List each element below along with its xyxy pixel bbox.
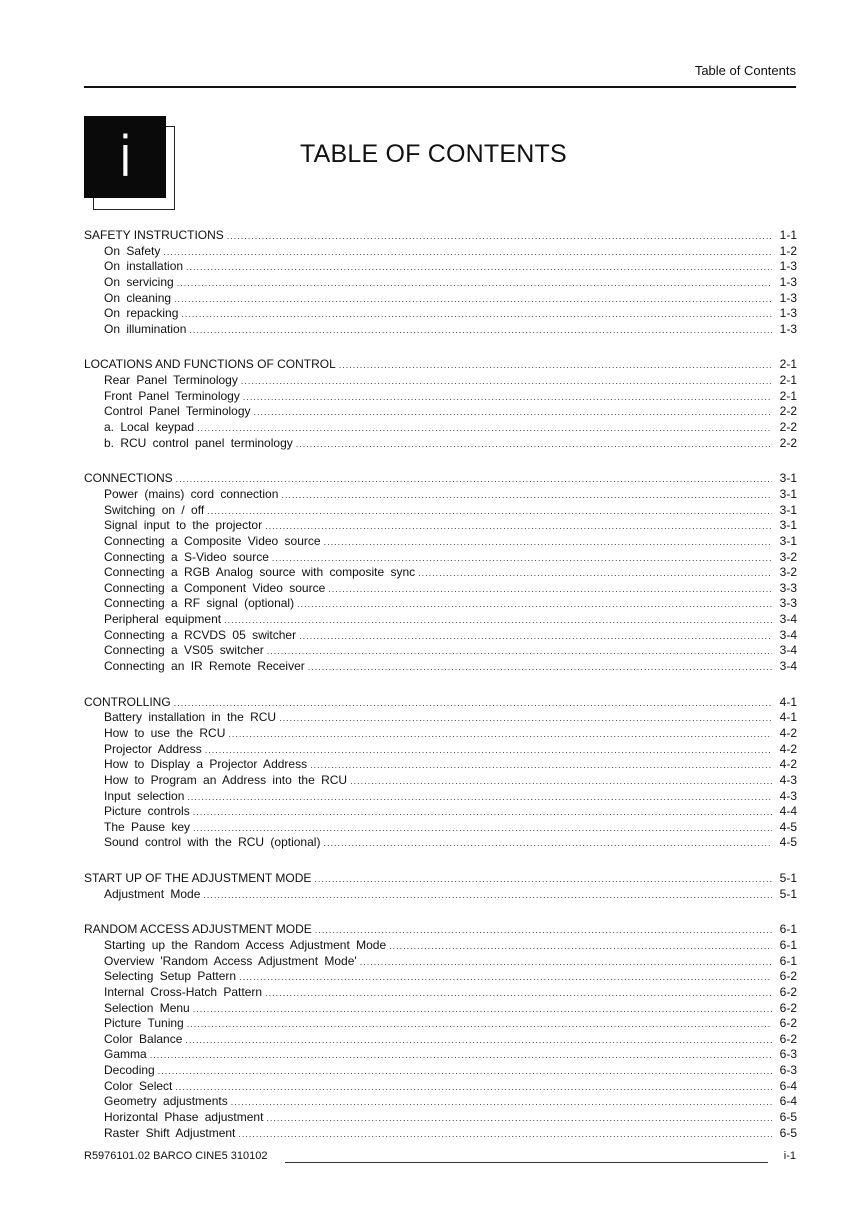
toc-entry-label: Color Balance	[104, 1031, 183, 1046]
toc-entry-page: 3-3	[779, 596, 797, 611]
toc-entry-page: 1-3	[779, 274, 797, 289]
footer-rule	[285, 1162, 768, 1163]
toc-entry-label: Power (mains) cord connection	[104, 486, 279, 501]
toc-entry-page: 2-1	[779, 373, 797, 388]
toc-section-heading-label: CONNECTIONS	[84, 471, 173, 486]
toc-entry-page: 4-3	[779, 772, 797, 787]
toc-list	[84, 228, 797, 1161]
toc-section	[84, 695, 797, 851]
toc-entry-page: 6-5	[779, 1110, 797, 1125]
toc-section-heading-label: START UP OF THE ADJUSTMENT MODE	[84, 871, 312, 886]
toc-entry[interactable]	[84, 1079, 797, 1095]
toc-section-heading-label: RANDOM ACCESS ADJUSTMENT MODE	[84, 922, 312, 937]
toc-entry[interactable]	[84, 518, 797, 534]
toc-entry-label: Connecting an IR Remote Receiver	[104, 659, 305, 674]
toc-entry[interactable]	[84, 1047, 797, 1063]
toc-entry-page: 6-2	[779, 984, 797, 999]
toc-entry-page: 6-2	[779, 1031, 797, 1046]
dot-leader	[150, 1048, 772, 1064]
toc-entry[interactable]	[84, 1016, 797, 1032]
running-header-title: Table of Contents	[694, 63, 796, 78]
toc-section-heading-page: 3-1	[779, 471, 797, 486]
toc-section	[84, 922, 797, 1141]
toc-entry-page: 3-1	[779, 533, 797, 548]
toc-entry-page: 2-2	[779, 404, 797, 419]
toc-entry-label: Picture Tuning	[104, 1016, 184, 1031]
toc-entry-page: 4-2	[779, 741, 797, 756]
toc-section-heading-page: 2-1	[779, 357, 797, 372]
dot-leader	[265, 519, 772, 535]
dot-leader	[197, 421, 772, 437]
toc-entry[interactable]	[84, 259, 797, 275]
toc-entry-page: 4-5	[779, 835, 797, 850]
toc-entry[interactable]	[84, 1126, 797, 1142]
dot-leader	[174, 696, 772, 712]
toc-entry-label: Geometry adjustments	[104, 1094, 228, 1109]
dot-leader	[238, 1127, 772, 1143]
dot-leader	[187, 790, 772, 806]
toc-entry[interactable]	[84, 726, 797, 742]
dot-leader	[193, 1002, 772, 1018]
dot-leader	[175, 1080, 772, 1096]
toc-entry[interactable]	[84, 420, 797, 436]
dot-leader	[308, 660, 772, 676]
toc-entry[interactable]	[84, 436, 797, 452]
toc-section-heading-page: 5-1	[779, 871, 797, 886]
toc-entry[interactable]	[84, 835, 797, 851]
toc-entry-label: Selection Menu	[104, 1000, 190, 1015]
dot-leader	[203, 888, 772, 904]
toc-entry[interactable]	[84, 322, 797, 338]
dot-leader	[227, 229, 772, 245]
toc-entry-label: Sound control with the RCU (optional)	[104, 835, 321, 850]
toc-entry-page: 6-2	[779, 1016, 797, 1031]
toc-entry[interactable]	[84, 820, 797, 836]
dot-leader	[389, 939, 772, 955]
toc-entry-label: Overview 'Random Access Adjustment Mode'	[104, 953, 357, 968]
dot-leader	[299, 629, 772, 645]
dot-leader	[297, 597, 772, 613]
toc-entry-page: 3-4	[779, 659, 797, 674]
toc-entry-label: b. RCU control panel terminology	[104, 435, 293, 450]
toc-entry-label: Internal Cross-Hatch Pattern	[104, 984, 263, 999]
toc-entry[interactable]	[84, 938, 797, 954]
dot-leader	[193, 821, 772, 837]
toc-entry-label: Connecting a Composite Video source	[104, 533, 321, 548]
toc-entry-label: Connecting a S-Video source	[104, 549, 269, 564]
dot-leader	[272, 551, 772, 567]
dot-leader	[315, 923, 772, 939]
dot-leader	[193, 805, 772, 821]
dot-leader	[323, 836, 772, 852]
toc-section-heading-label: CONTROLLING	[84, 694, 171, 709]
toc-entry-page: 1-3	[779, 321, 797, 336]
toc-section	[84, 871, 797, 902]
toc-entry-page: 6-2	[779, 1000, 797, 1015]
toc-entry-page: 6-4	[779, 1094, 797, 1109]
toc-entry-page: 3-1	[779, 486, 797, 501]
toc-entry-page: 3-3	[779, 580, 797, 595]
toc-entry-label: Decoding	[104, 1063, 155, 1078]
toc-entry[interactable]	[84, 1032, 797, 1048]
toc-entry-label: Switching on / off	[104, 502, 205, 517]
toc-entry-page: 3-4	[779, 627, 797, 642]
toc-entry[interactable]	[84, 612, 797, 628]
footer-page-number: i-1	[783, 1150, 796, 1162]
dot-leader	[350, 774, 772, 790]
toc-entry-page: 4-2	[779, 757, 797, 772]
toc-entry-page: 1-2	[779, 243, 797, 258]
dot-leader	[177, 276, 772, 292]
toc-section-heading-label: LOCATIONS AND FUNCTIONS OF CONTROL	[84, 357, 336, 372]
toc-entry-page: 4-3	[779, 788, 797, 803]
toc-entry-label: Input selection	[104, 788, 185, 803]
toc-entry[interactable]	[84, 275, 797, 291]
toc-entry-label: On illumination	[104, 321, 187, 336]
toc-entry-label: Connecting a RF signal (optional)	[104, 596, 295, 611]
dot-leader	[265, 986, 772, 1002]
toc-section-heading[interactable]	[84, 228, 797, 244]
dot-leader	[241, 374, 772, 390]
toc-entry-label: On installation	[104, 259, 184, 274]
dot-leader	[231, 1095, 772, 1111]
toc-entry[interactable]	[84, 1063, 797, 1079]
toc-entry-label: Selecting Setup Pattern	[104, 969, 237, 984]
toc-entry-label: On cleaning	[104, 290, 172, 305]
toc-entry[interactable]	[84, 291, 797, 307]
toc-entry-label: Picture controls	[104, 804, 190, 819]
dot-leader	[314, 872, 772, 888]
toc-entry-page: 4-1	[779, 710, 797, 725]
dot-leader	[189, 323, 772, 339]
dot-leader	[243, 390, 772, 406]
dot-leader	[279, 711, 772, 727]
toc-entry-page: 6-1	[779, 937, 797, 952]
toc-entry[interactable]	[84, 773, 797, 789]
dot-leader	[163, 245, 772, 261]
dot-leader	[266, 1111, 772, 1127]
toc-entry[interactable]	[84, 710, 797, 726]
dot-leader	[176, 472, 772, 488]
toc-section-heading[interactable]	[84, 357, 797, 373]
toc-entry[interactable]	[84, 565, 797, 581]
toc-entry-label: Battery installation in the RCU	[104, 710, 277, 725]
toc-entry[interactable]	[84, 550, 797, 566]
toc-entry-label: Color Select	[104, 1078, 173, 1093]
toc-entry-label: Connecting a Component Video source	[104, 580, 326, 595]
toc-section	[84, 357, 797, 451]
toc-entry[interactable]	[84, 659, 797, 675]
toc-entry[interactable]	[84, 643, 797, 659]
toc-entry-page: 1-3	[779, 306, 797, 321]
toc-entry-page: 3-1	[779, 518, 797, 533]
toc-entry[interactable]	[84, 244, 797, 260]
toc-section	[84, 228, 797, 337]
toc-entry[interactable]	[84, 306, 797, 322]
dot-leader	[281, 488, 772, 504]
toc-entry-page: 6-3	[779, 1047, 797, 1062]
toc-entry[interactable]	[84, 503, 797, 519]
header-rule	[84, 86, 796, 88]
toc-section-heading[interactable]	[84, 871, 797, 887]
toc-entry-page: 6-2	[779, 969, 797, 984]
toc-entry-page: 3-4	[779, 612, 797, 627]
toc-entry-page: 6-1	[779, 953, 797, 968]
toc-entry-label: Connecting a VS05 switcher	[104, 643, 264, 658]
toc-entry-page: 1-3	[779, 290, 797, 305]
toc-entry-label: Peripheral equipment	[104, 612, 222, 627]
toc-entry[interactable]	[84, 954, 797, 970]
toc-entry-label: How to Program an Address into the RCU	[104, 772, 348, 787]
toc-entry-page: 6-4	[779, 1078, 797, 1093]
dot-leader	[239, 970, 772, 986]
dot-leader	[185, 1033, 772, 1049]
toc-entry-page: 5-1	[779, 886, 797, 901]
toc-entry-page: 2-2	[779, 435, 797, 450]
chapter-mark	[84, 116, 166, 198]
toc-section-heading-page: 6-1	[779, 922, 797, 937]
toc-entry-label: Signal input to the projector	[104, 518, 263, 533]
toc-entry-label: On servicing	[104, 274, 174, 289]
dot-leader	[418, 566, 772, 582]
toc-entry[interactable]	[84, 969, 797, 985]
toc-entry-label: On repacking	[104, 306, 179, 321]
toc-entry[interactable]	[84, 757, 797, 773]
toc-entry-label: Front Panel Terminology	[104, 388, 240, 403]
toc-entry[interactable]	[84, 404, 797, 420]
toc-entry[interactable]	[84, 789, 797, 805]
toc-section-heading[interactable]	[84, 922, 797, 938]
toc-section-heading[interactable]	[84, 471, 797, 487]
toc-entry-label: The Pause key	[104, 819, 191, 834]
toc-entry[interactable]	[84, 596, 797, 612]
dot-leader	[174, 292, 772, 308]
toc-entry-label: How to use the RCU	[104, 725, 226, 740]
toc-entry-page: 2-2	[779, 420, 797, 435]
toc-entry-label: Gamma	[104, 1047, 147, 1062]
toc-entry[interactable]	[84, 1001, 797, 1017]
dot-leader	[224, 613, 772, 629]
chapter-mark-letter: i	[119, 124, 131, 189]
toc-entry[interactable]	[84, 373, 797, 389]
toc-entry-label: Control Panel Terminology	[104, 404, 251, 419]
dot-leader	[207, 504, 772, 520]
toc-entry-label: Connecting a RCVDS 05 switcher	[104, 627, 297, 642]
toc-entry[interactable]	[84, 985, 797, 1001]
toc-entry[interactable]	[84, 804, 797, 820]
toc-entry-page: 6-5	[779, 1125, 797, 1140]
toc-entry-label: Rear Panel Terminology	[104, 373, 238, 388]
toc-entry-label: Horizontal Phase adjustment	[104, 1110, 264, 1125]
toc-section	[84, 471, 797, 674]
toc-entry-page: 2-1	[779, 388, 797, 403]
dot-leader	[267, 644, 772, 660]
dot-leader	[186, 260, 772, 276]
toc-entry[interactable]	[84, 1110, 797, 1126]
toc-entry-page: 3-2	[779, 549, 797, 564]
toc-entry[interactable]	[84, 487, 797, 503]
dot-leader	[296, 437, 772, 453]
dot-leader	[310, 758, 772, 774]
toc-entry-label: On Safety	[104, 243, 161, 258]
dot-leader	[181, 307, 772, 323]
dot-leader	[158, 1064, 772, 1080]
dot-leader	[328, 582, 772, 598]
toc-entry-page: 6-3	[779, 1063, 797, 1078]
toc-entry[interactable]	[84, 581, 797, 597]
toc-entry-page: 4-4	[779, 804, 797, 819]
toc-entry-label: Raster Shift Adjustment	[104, 1125, 236, 1140]
toc-entry[interactable]	[84, 742, 797, 758]
toc-entry-page: 3-4	[779, 643, 797, 658]
dot-leader	[187, 1017, 772, 1033]
page-title: TABLE OF CONTENTS	[300, 140, 567, 168]
dot-leader	[228, 727, 772, 743]
dot-leader	[339, 358, 772, 374]
toc-entry-page: 4-2	[779, 725, 797, 740]
toc-section-heading[interactable]	[84, 695, 797, 711]
toc-section-heading-page: 1-1	[779, 228, 797, 242]
dot-leader	[324, 535, 772, 551]
toc-entry-page: 1-3	[779, 259, 797, 274]
dot-leader	[205, 743, 772, 759]
toc-entry[interactable]	[84, 1094, 797, 1110]
toc-entry-label: Connecting a RGB Analog source with composite sync	[104, 565, 416, 580]
toc-entry-page: 3-2	[779, 565, 797, 580]
toc-section-heading-page: 4-1	[779, 694, 797, 709]
toc-entry[interactable]	[84, 887, 797, 903]
toc-entry[interactable]	[84, 628, 797, 644]
dot-leader	[254, 405, 772, 421]
toc-entry-label: Starting up the Random Access Adjustment Mode	[104, 937, 387, 952]
footer-doc-code: R5976101.02 BARCO CINE5 310102	[84, 1150, 268, 1162]
toc-entry-page: 4-5	[779, 819, 797, 834]
toc-entry-label: Adjustment Mode	[104, 886, 201, 901]
toc-section-heading-label: SAFETY INSTRUCTIONS	[84, 228, 224, 242]
toc-entry-label: How to Display a Projector Address	[104, 757, 308, 772]
toc-entry-page: 3-1	[779, 502, 797, 517]
toc-entry-label: Projector Address	[104, 741, 202, 756]
toc-entry[interactable]	[84, 534, 797, 550]
toc-entry[interactable]	[84, 389, 797, 405]
dot-leader	[360, 955, 772, 971]
toc-entry-label: a. Local keypad	[104, 420, 195, 435]
